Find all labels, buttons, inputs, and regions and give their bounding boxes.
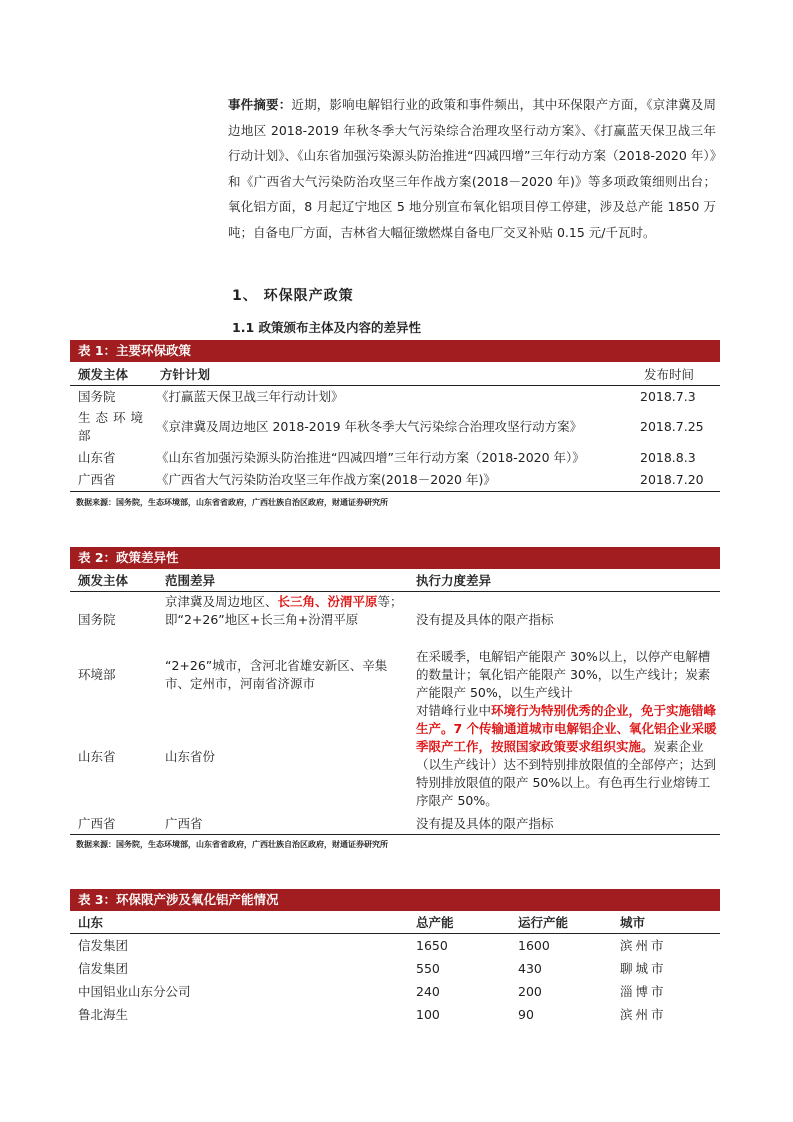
table2-row-force xyxy=(416,702,718,810)
table1-header-rule xyxy=(70,385,720,386)
summary-text: 近期，影响电解铝行业的政策和事件频出，其中环保限产方面，《京津冀及周边地区 2018-2019 年秋冬季大气污染综合治理攻坚行动方案》、《打赢蓝天保卫战三年行动计划》、《山东省加强污染源头防治推进“四减四增”三年行动方案（2018-2020 年）》和《广西省大气污染防治攻坚三年作战方案(2018－2020 年)》等多项政策细则出台；氧化铝方面，8 月起辽宁地区 5 地分别宣布氧化铝项目停工停建，涉及总产能 1850 万吨；自备电厂方面，吉林省大幅征缴燃煤自备电厂交叉补贴 0.15 元/千瓦时。 xyxy=(228,97,716,240)
table2-row-issuer: 国务院 xyxy=(78,612,116,627)
table3-header-running: 运行产能 xyxy=(518,915,569,930)
table1-row-plan: 《广西省大气污染防治攻坚三年作战方案(2018－2020 年)》 xyxy=(156,472,496,487)
table2-header-rule xyxy=(70,591,720,592)
table1-row-issuer: 山东省 xyxy=(78,450,116,465)
table2-row-scope: 山东省份 xyxy=(165,749,216,764)
table2-row-issuer: 广西省 xyxy=(78,816,116,831)
table3-row-total: 100 xyxy=(416,1007,440,1022)
table3-row-name: 中国铝业山东分公司 xyxy=(78,984,191,999)
scope-highlight: 长三角、汾渭平原 xyxy=(277,594,378,609)
table3-row-total: 550 xyxy=(416,961,440,976)
table3-row-city: 聊城市 xyxy=(620,961,667,976)
table1-row-date: 2018.7.20 xyxy=(640,472,704,487)
table1-row-issuer: 生态环境部 xyxy=(78,410,149,443)
table2-row-scope: 广西省 xyxy=(165,816,203,831)
table3-row-total: 1650 xyxy=(416,938,448,953)
table2-row-issuer: 山东省 xyxy=(78,749,116,764)
table2-row-force: 没有提及具体的限产指标 xyxy=(416,612,554,627)
table3-row-name: 信发集团 xyxy=(78,961,129,976)
table2-row-scope: “2+26”城市，含河北省雄安新区、辛集市、定州市，河南省济源市 xyxy=(165,658,388,691)
table2-header-issuer: 颁发主体 xyxy=(78,573,129,588)
table3-row-running: 1600 xyxy=(518,938,550,953)
table2-row-issuer: 环境部 xyxy=(78,667,116,682)
table1-row-issuer: 广西省 xyxy=(78,472,116,487)
table1-title: 表 1：主要环保政策 xyxy=(70,340,720,362)
force-text: 对错峰行业中 xyxy=(416,703,492,718)
force-highlight: 环境行为特别优秀的企业，免于实施错峰生产。7 个传输通道城市电解铝企业、氧化铝企业采暖季限产工作，按照国家政策要求组织实施。 xyxy=(416,703,717,754)
table1-header-issuer: 颁发主体 xyxy=(78,367,129,382)
table3-header-total: 总产能 xyxy=(416,915,454,930)
table3-row-city: 滨州市 xyxy=(620,938,667,953)
table1-source: 数据来源：国务院，生态环境部，山东省省政府，广西壮族自治区政府，财通证券研究所 xyxy=(76,498,388,507)
table3-row-city: 淄博市 xyxy=(620,984,667,999)
table3-header-rule xyxy=(70,933,720,934)
table2-bottom-rule xyxy=(70,834,720,835)
table1-row-plan: 《山东省加强污染源头防治推进“四减四增”三年行动方案（2018-2020 年）》 xyxy=(156,450,585,465)
table1-row-date: 2018.8.3 xyxy=(640,450,696,465)
scope-text: 等； 即“2+26”地区+长三角+汾渭平原 xyxy=(165,594,403,627)
table3-header-region: 山东 xyxy=(78,915,104,930)
force-text: 炭素企业（以生产线计）达不到特别排放限值的全部停产；达到特别排放限值的限产 50%以上。有色再生行业熔铸工序限产 50%。 xyxy=(416,739,717,808)
table1-bottom-rule xyxy=(70,491,720,492)
table2-source: 数据来源：国务院，生态环境部，山东省省政府，广西壮族自治区政府，财通证券研究所 xyxy=(76,840,388,849)
table1-row-date: 2018.7.25 xyxy=(640,419,704,434)
table3-row-total: 240 xyxy=(416,984,440,999)
table2-header-force: 执行力度差异 xyxy=(416,573,492,588)
table1-row-plan: 《打赢蓝天保卫战三年行动计划》 xyxy=(156,389,344,404)
table2-row-scope xyxy=(165,593,405,629)
table1-row-issuer: 国务院 xyxy=(78,389,116,404)
table2-row-force: 在采暖季，电解铝产能限产 30%以上，以停产电解槽的数量计；氧化铝产能限产 30%，以生产线计；炭素产能限产 50%，以生产线计 xyxy=(416,649,711,700)
table1-header-date: 发布时间 xyxy=(644,367,695,382)
table3-row-running: 430 xyxy=(518,961,542,976)
table2-title: 表 2：政策差异性 xyxy=(70,547,720,569)
section-heading: 1、 环保限产政策 xyxy=(232,288,354,304)
summary-label: 事件摘要： xyxy=(228,97,292,112)
table1-row-plan: 《京津冀及周边地区 2018-2019 年秋冬季大气污染综合治理攻坚行动方案》 xyxy=(156,419,583,434)
table1-row-date: 2018.7.3 xyxy=(640,389,696,404)
table3-row-city: 滨州市 xyxy=(620,1007,667,1022)
table3-row-name: 信发集团 xyxy=(78,938,129,953)
table3-row-running: 90 xyxy=(518,1007,534,1022)
event-summary xyxy=(228,92,716,245)
table1-header-plan: 方针计划 xyxy=(160,367,211,382)
table3-row-running: 200 xyxy=(518,984,542,999)
table3-header-city: 城市 xyxy=(620,915,646,930)
table2-header-scope: 范围差异 xyxy=(165,573,216,588)
table3-title: 表 3：环保限产涉及氧化铝产能情况 xyxy=(70,889,720,911)
table2-row-force: 没有提及具体的限产指标 xyxy=(416,816,554,831)
subsection-heading: 1.1 政策颁布主体及内容的差异性 xyxy=(232,320,421,335)
scope-text: 京津冀及周边地区、 xyxy=(165,594,278,609)
table3-row-name: 鲁北海生 xyxy=(78,1007,129,1022)
